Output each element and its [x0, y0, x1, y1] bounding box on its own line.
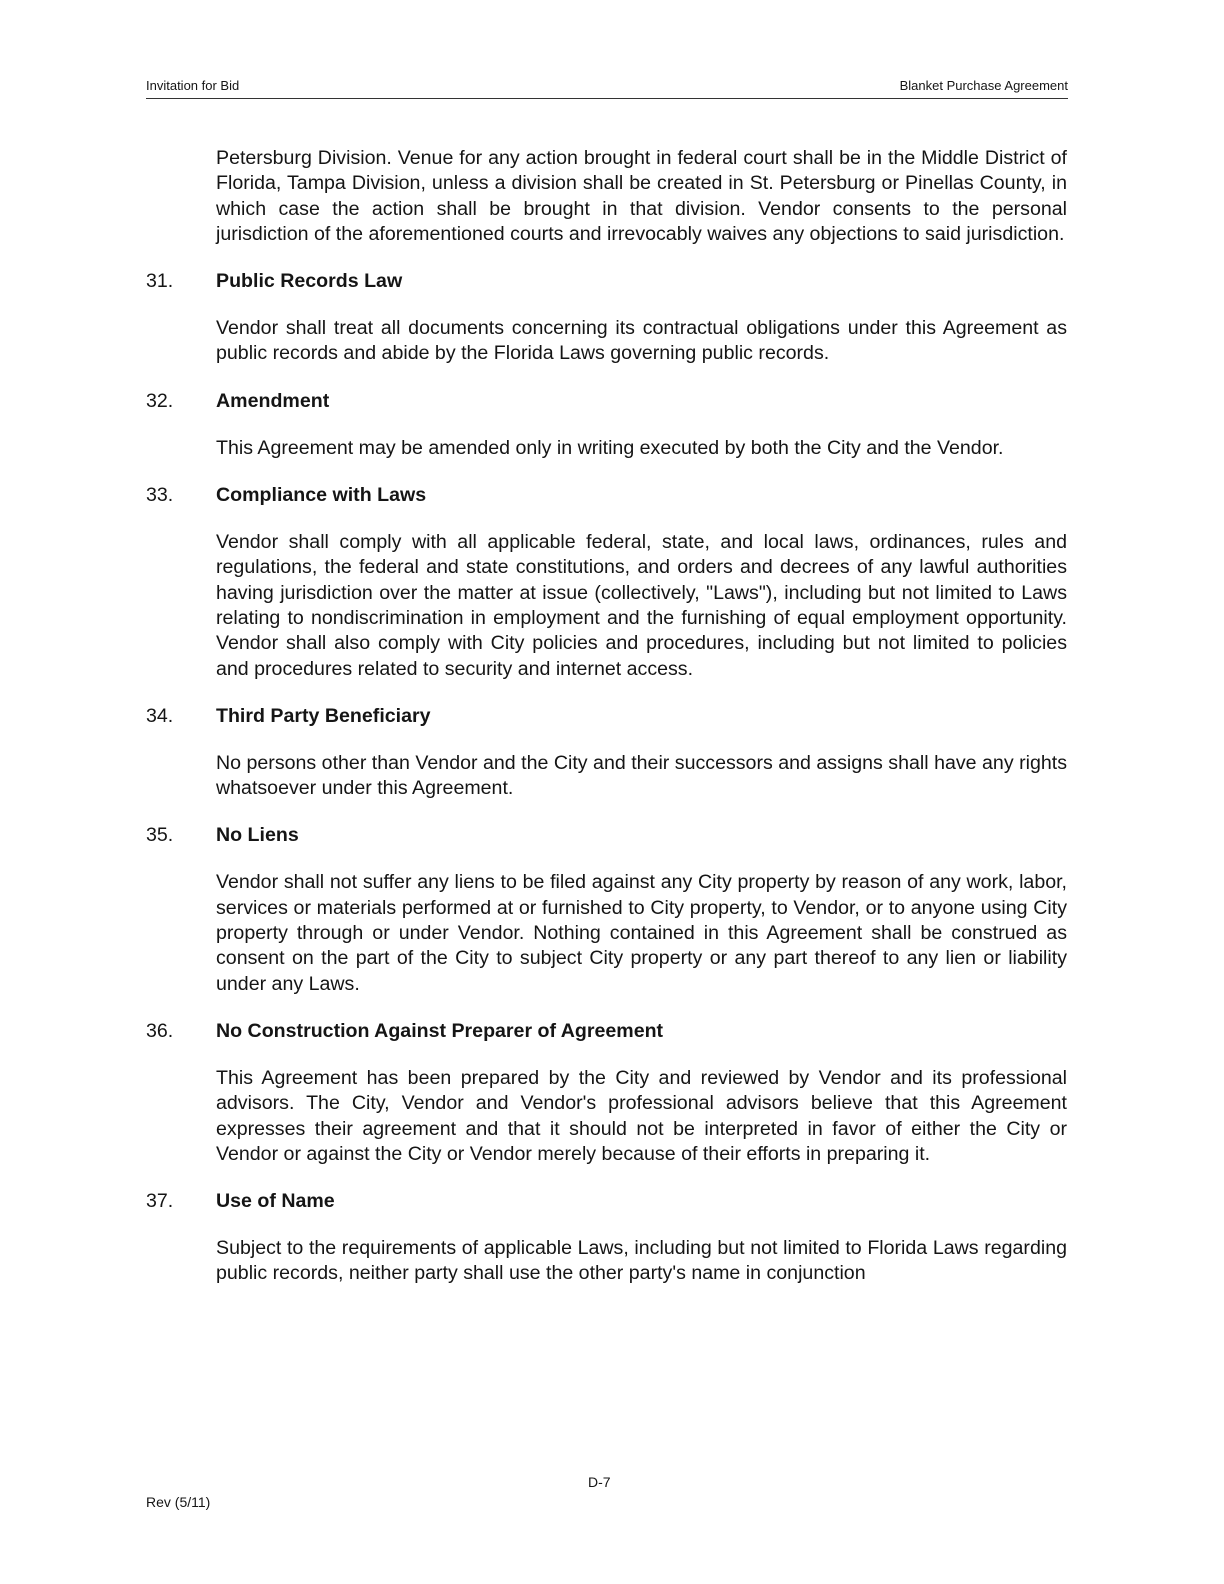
section-number: 32. — [146, 389, 174, 412]
section-33 — [146, 483, 1068, 682]
section-heading — [146, 269, 1068, 294]
section-number: 37. — [146, 1190, 174, 1213]
section-32 — [146, 389, 1068, 461]
section-paragraph: Vendor shall comply with all applicable federal, state, and local laws, ordinances, rules and regulations, the federal and state constitutions, and orders and decrees of any lawful authorities having jurisdiction over the matter at issue (collectively, "Laws"), including but not limited to Laws relating to nondiscrimination in employment and the furnishing of equal employment opportunity. Vendor shall also comply with City policies and procedures, including but not limited to policies and procedures related to security and internet access. — [216, 531, 1067, 680]
section-heading — [146, 483, 1068, 508]
section-paragraph: Vendor shall treat all documents concerning its contractual obligations under this Agreement as public records and abide by the Florida Laws governing public records. — [216, 317, 1067, 365]
section-number: 33. — [146, 484, 174, 507]
section-31 — [146, 269, 1068, 367]
section-title: Compliance with Laws — [216, 484, 427, 507]
section-number: 36. — [146, 1019, 174, 1042]
section-title: No Construction Against Preparer of Agreement — [216, 1019, 664, 1042]
section-37 — [146, 1189, 1068, 1287]
page-number: D-7 — [588, 1474, 611, 1490]
section-paragraph: Vendor shall not suffer any liens to be filed against any City property by reason of any work, labor, services or materials performed at or furnished to City property, to Vendor, or to anyone using City property through or under Vendor. Nothing contained in this Agreement shall be construed as consent on the part of the City to subject City property or any part thereof to any lien or liability under any Laws. — [216, 871, 1067, 995]
revision-label: Rev (5/11) — [146, 1494, 211, 1510]
header-left-text: Invitation for Bid — [146, 78, 240, 93]
section-35 — [146, 823, 1068, 996]
section-title: Third Party Beneficiary — [216, 704, 431, 727]
section-number: 34. — [146, 704, 174, 727]
section-heading — [146, 1019, 1068, 1044]
section-paragraph: No persons other than Vendor and the City and their successors and assigns shall have any rights whatsoever under this Agreement. — [216, 751, 1067, 800]
section-paragraph: Subject to the requirements of applicable Laws, including but not limited to Florida Laws regarding public records, neither party shall use the other party's name in conjunction — [216, 1237, 1067, 1285]
section-title: Amendment — [216, 389, 330, 412]
section-title: No Liens — [216, 824, 299, 847]
section-number: 35. — [146, 824, 174, 847]
header-right-text: Blanket Purchase Agreement — [899, 78, 1068, 93]
section-36 — [146, 1019, 1068, 1167]
section-title: Public Records Law — [216, 270, 403, 293]
section-title: Use of Name — [216, 1190, 335, 1213]
section-paragraph: This Agreement may be amended only in writing executed by both the City and the Vendor. — [216, 436, 1004, 459]
section-heading — [146, 1189, 1068, 1214]
section-number: 31. — [146, 270, 174, 293]
document-body — [146, 146, 1068, 1287]
section-paragraph: This Agreement has been prepared by the City and reviewed by Vendor and its professional advisors. The City, Vendor and Vendor's professional advisors believe that this Agreement expresses their agreement and that it should not be interpreted in favor of either the City or Vendor or against the City or Vendor merely because of their efforts in preparing it. — [216, 1066, 1067, 1165]
section-34 — [146, 704, 1068, 802]
section-heading — [146, 389, 1068, 414]
page-header — [146, 76, 1068, 99]
section-heading — [146, 704, 1068, 729]
section-heading — [146, 823, 1068, 848]
intro-paragraph: Petersburg Division. Venue for any action brought in federal court shall be in the Middle District of Florida, Tampa Division, unless a division shall be created in St. Petersburg or Pinellas County, in which case the action shall be brought in that division. Vendor consents to the personal jurisdiction of the aforementioned courts and irrevocably waives any objections to said jurisdiction. — [216, 147, 1067, 245]
